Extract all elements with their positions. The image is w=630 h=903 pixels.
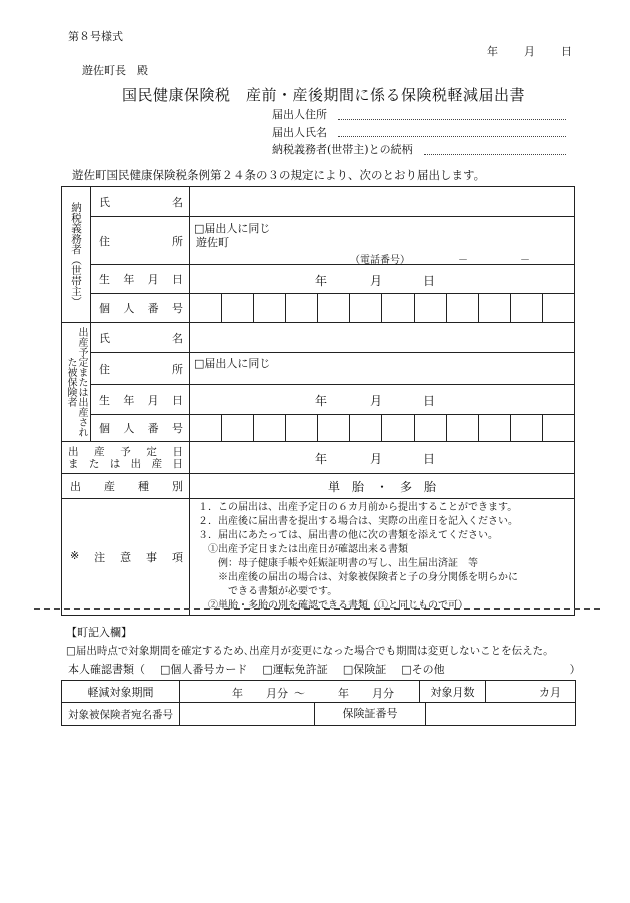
taxpayer-birth-label: 生 年 月 日 xyxy=(91,265,190,294)
phone-label: （電話番号） xyxy=(350,255,410,266)
period-to-year: 年 xyxy=(338,687,349,700)
taxpayer-birth-field[interactable] xyxy=(190,265,575,294)
note-line: ２．出産後に届出書を提出する場合は、実際の出産日を記入ください。 xyxy=(198,516,518,527)
note-line: ※出産後の届出の場合は、対象被保険者と子の身分関係を明らかに xyxy=(198,572,518,583)
id-option-other[interactable]: □その他 xyxy=(401,663,445,676)
id-option-insurance[interactable]: □保険証 xyxy=(342,663,387,676)
insured-birth-day: 日 xyxy=(423,394,436,408)
months-unit: カ月 xyxy=(539,685,561,699)
applicant-name-label: 届出人氏名 xyxy=(272,126,327,139)
applicant-address-line[interactable] xyxy=(338,119,566,120)
note-line: ①出産予定日または出産日が確認出来る書類 xyxy=(198,544,408,555)
id-option-mynumber[interactable]: □個人番号カード xyxy=(160,663,248,676)
taxpayer-address-field[interactable] xyxy=(190,217,575,265)
insurance-no-label: 保険証番号 xyxy=(315,703,426,725)
period-field[interactable] xyxy=(180,681,420,703)
insured-number-field[interactable] xyxy=(190,415,575,442)
insured-same-checkbox[interactable]: □届出人に同じ xyxy=(194,357,271,370)
addr-no-row xyxy=(180,703,576,726)
id-documents-row xyxy=(68,661,581,677)
insured-address-field[interactable] xyxy=(190,353,575,385)
insured-birth-year: 年 xyxy=(315,394,328,408)
page-title: 国民健康保険税 産前・産後期間に係る保険税軽減届出書 xyxy=(122,86,526,104)
due-date-label: 出 産 予 定 日 ま た は 出 産 日 xyxy=(62,442,190,474)
addressee: 遊佐町長 殿 xyxy=(82,64,148,77)
birth-kind-value: 単 胎 ・ 多 胎 xyxy=(327,479,436,494)
taxpayer-number-label: 個 人 番 号 xyxy=(91,294,190,323)
insured-group-label: 出産予定または出産された被保険者 xyxy=(62,323,91,442)
birth-kind-field[interactable] xyxy=(190,474,575,499)
office-heading: 【町記入欄】 xyxy=(66,626,132,639)
id-prefix: 本人確認書類（ xyxy=(68,663,145,676)
intro-text: 遊佐町国民健康保険税条例第２４条の３の規定により、次のとおり届出します。 xyxy=(72,168,486,182)
taxpayer-number-field[interactable] xyxy=(190,294,575,323)
note-line: １．この届出は、出産予定日の６カ月前から提出することができます。 xyxy=(198,502,518,513)
taxpayer-birth-year: 年 xyxy=(315,274,328,288)
taxpayer-birth-day: 日 xyxy=(423,274,436,288)
due-date-field[interactable] xyxy=(190,442,575,474)
taxpayer-birth-month: 月 xyxy=(370,274,383,288)
id-suffix: ） xyxy=(569,663,581,676)
note-line: ②単胎・多胎の別を確認できる書類（①と同じもので可） xyxy=(198,600,468,611)
applicant-relation-label: 納税義務者(世帯主)との続柄 xyxy=(272,143,413,156)
due-day: 日 xyxy=(423,452,436,466)
main-form-table xyxy=(61,186,575,616)
phone-sep-2: － xyxy=(520,255,530,266)
id-option-license[interactable]: □運転免許証 xyxy=(262,663,328,676)
birth-kind-label: 出 産 種 別 xyxy=(62,474,190,499)
insured-address-label: 住 所 xyxy=(91,353,190,385)
applicant-address-label: 届出人住所 xyxy=(272,108,327,121)
taxpayer-group-label: 納税義務者（世帯主） xyxy=(62,187,91,323)
addr-no-field[interactable] xyxy=(180,703,315,725)
period-label: 軽減対象期間 xyxy=(62,681,180,703)
insured-birth-label: 生 年 月 日 xyxy=(91,385,190,415)
taxpayer-name-field[interactable] xyxy=(190,187,575,217)
period-from-year: 年 xyxy=(232,687,243,700)
taxpayer-same-checkbox[interactable]: □届出人に同じ xyxy=(194,222,271,235)
date-year: 年 xyxy=(487,45,498,58)
office-notice-checkbox[interactable]: □届出時点で対象期間を確定するため､出産月が変更になった場合でも期間は変更しないことを伝えた。 xyxy=(66,645,554,657)
insured-name-label: 氏 名 xyxy=(91,323,190,353)
due-year: 年 xyxy=(315,452,328,466)
office-table xyxy=(61,680,576,726)
insured-number-cells[interactable] xyxy=(190,415,574,441)
applicant-name-line[interactable] xyxy=(338,136,566,137)
due-month: 月 xyxy=(370,452,383,466)
insured-number-label: 個 人 番 号 xyxy=(91,415,190,442)
insured-birth-month: 月 xyxy=(370,394,383,408)
phone-sep-1: － xyxy=(458,255,468,266)
taxpayer-number-cells[interactable] xyxy=(190,294,574,322)
notes-label: ※ 注 意 事 項 xyxy=(62,499,190,616)
taxpayer-name-label: 氏 名 xyxy=(91,187,190,217)
taxpayer-address-label: 住 所 xyxy=(91,217,190,265)
date-day: 日 xyxy=(561,45,572,58)
months-field[interactable] xyxy=(486,681,576,703)
taxpayer-town: 遊佐町 xyxy=(196,236,229,249)
form-number: 第８号様式 xyxy=(68,30,123,43)
date-month: 月 xyxy=(524,45,535,58)
note-line: できる書類が必要です。 xyxy=(198,586,338,597)
note-line: ３．届出にあたっては、届出書の他に次の書類を添えてください。 xyxy=(198,530,498,541)
months-label: 対象月数 xyxy=(420,681,486,703)
insured-birth-field[interactable] xyxy=(190,385,575,415)
period-tilde: ～ xyxy=(294,687,305,700)
notes-content xyxy=(190,499,575,616)
insured-name-field[interactable] xyxy=(190,323,575,353)
insurance-no-field[interactable] xyxy=(426,703,575,725)
addr-no-label: 対象被保険者宛名番号 xyxy=(62,703,180,726)
note-line: 例：母子健康手帳や妊娠証明書の写し、出生届出済証 等 xyxy=(198,558,478,569)
applicant-relation-line[interactable] xyxy=(424,154,566,155)
period-from-month: 月分 xyxy=(266,687,288,700)
period-to-month: 月分 xyxy=(372,687,394,700)
section-divider xyxy=(34,608,600,610)
